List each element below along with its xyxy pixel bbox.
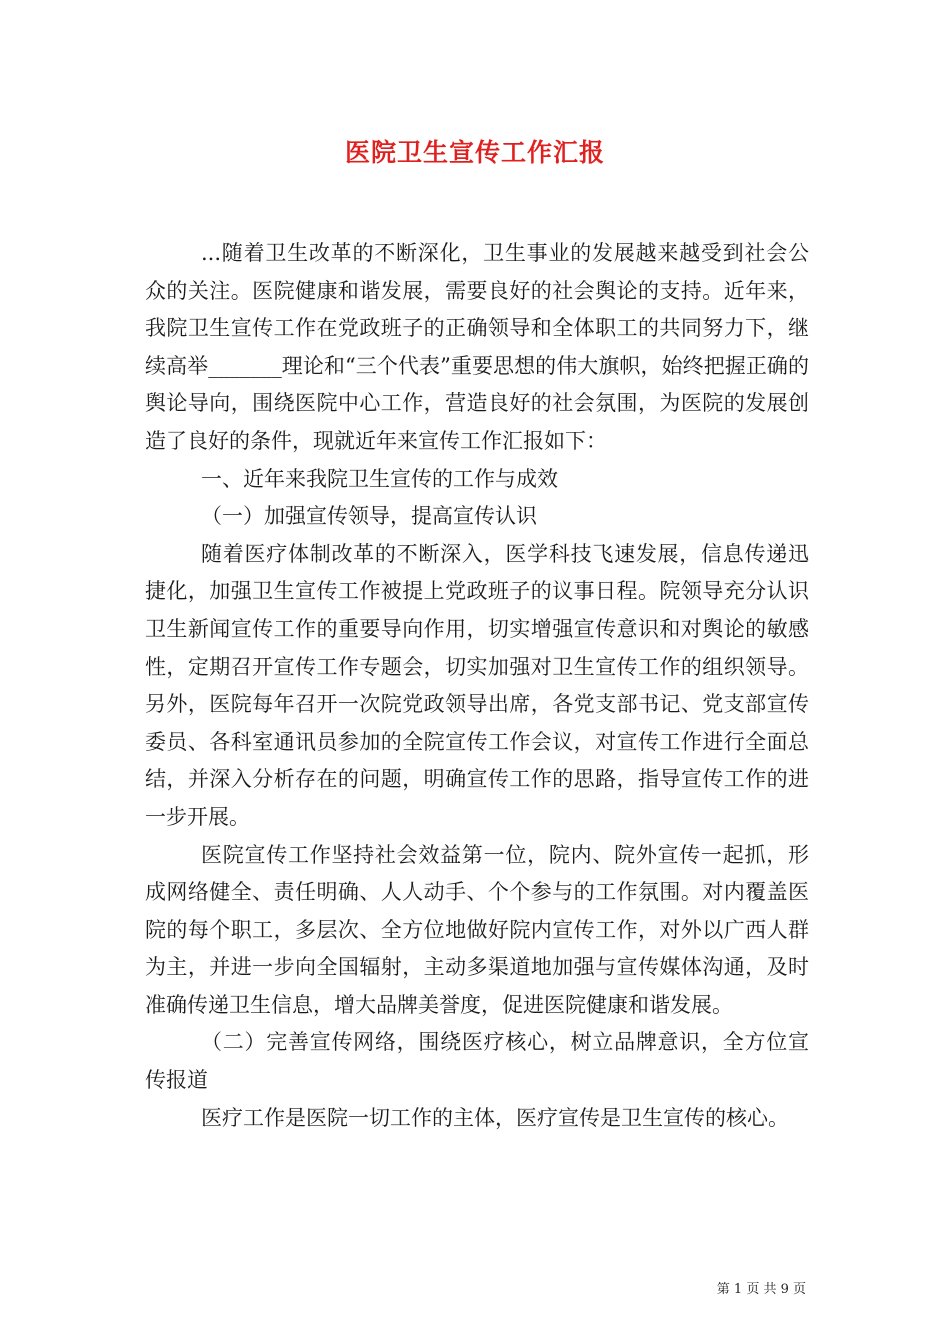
- subsection-heading-1: （一）加强宣传领导，提高宣传认识: [201, 504, 537, 529]
- paragraph-intro: ...随着卫生改革的不断深化，卫生事业的发展越来越受到社会公众的关注。医院健康和谐发展，需要良好的社会舆论的支持。近年来，我院卫生宣传工作在党政班子的正确领导和全体职工的共同努力下，继续高举_______理论和“三个代表”重要思想的伟大旗帜，始终把握正确的舆论导向，围绕医院中心工作，营造良好的社会氛围，为医院的发展创造了良好的条件，现就近年来宣传工作汇报如下：: [145, 241, 809, 453]
- subsection-heading-2: （二）完善宣传网络，围绕医疗核心，树立品牌意识，全方位宣传报道: [145, 1030, 809, 1093]
- paragraph-leadership: 随着医疗体制改革的不断深入，医学科技飞速发展，信息传递迅捷化，加强卫生宣传工作被提上党政班子的议事日程。院领导充分认识卫生新闻宣传工作的重要导向作用，切实增强宣传意识和对舆论的敏感性，定期召开宣传工作专题会，切实加强对卫生宣传工作的组织领导。另外，医院每年召开一次院党政领导出席，各党支部书记、党支部宣传委员、各科室通讯员参加的全院宣传工作会议，对宣传工作进行全面总结，并深入分析存在的问题，明确宣传工作的思路，指导宣传工作的进一步开展。: [145, 541, 809, 829]
- paragraph-medical: 医疗工作是医院一切工作的主体，医疗宣传是卫生宣传的核心。: [201, 1105, 789, 1130]
- paragraph-network: 医院宣传工作坚持社会效益第一位，院内、院外宣传一起抓，形成网络健全、责任明确、人人动手、个个参与的工作氛围。对内覆盖医院的每个职工，多层次、全方位地做好院内宣传工作，对外以广西人群为主，并进一步向全国辐射，主动多渠道地加强与宣传媒体沟通，及时准确传递卫生信息，增大品牌美誉度，促进医院健康和谐发展。: [145, 842, 809, 1017]
- section-heading-1: 一、近年来我院卫生宣传的工作与成效: [201, 466, 558, 491]
- document-title: 医院卫生宣传工作汇报: [344, 138, 605, 167]
- page-number: 第 1 页 共 9 页: [716, 1282, 806, 1297]
- document-body: [145, 235, 809, 1137]
